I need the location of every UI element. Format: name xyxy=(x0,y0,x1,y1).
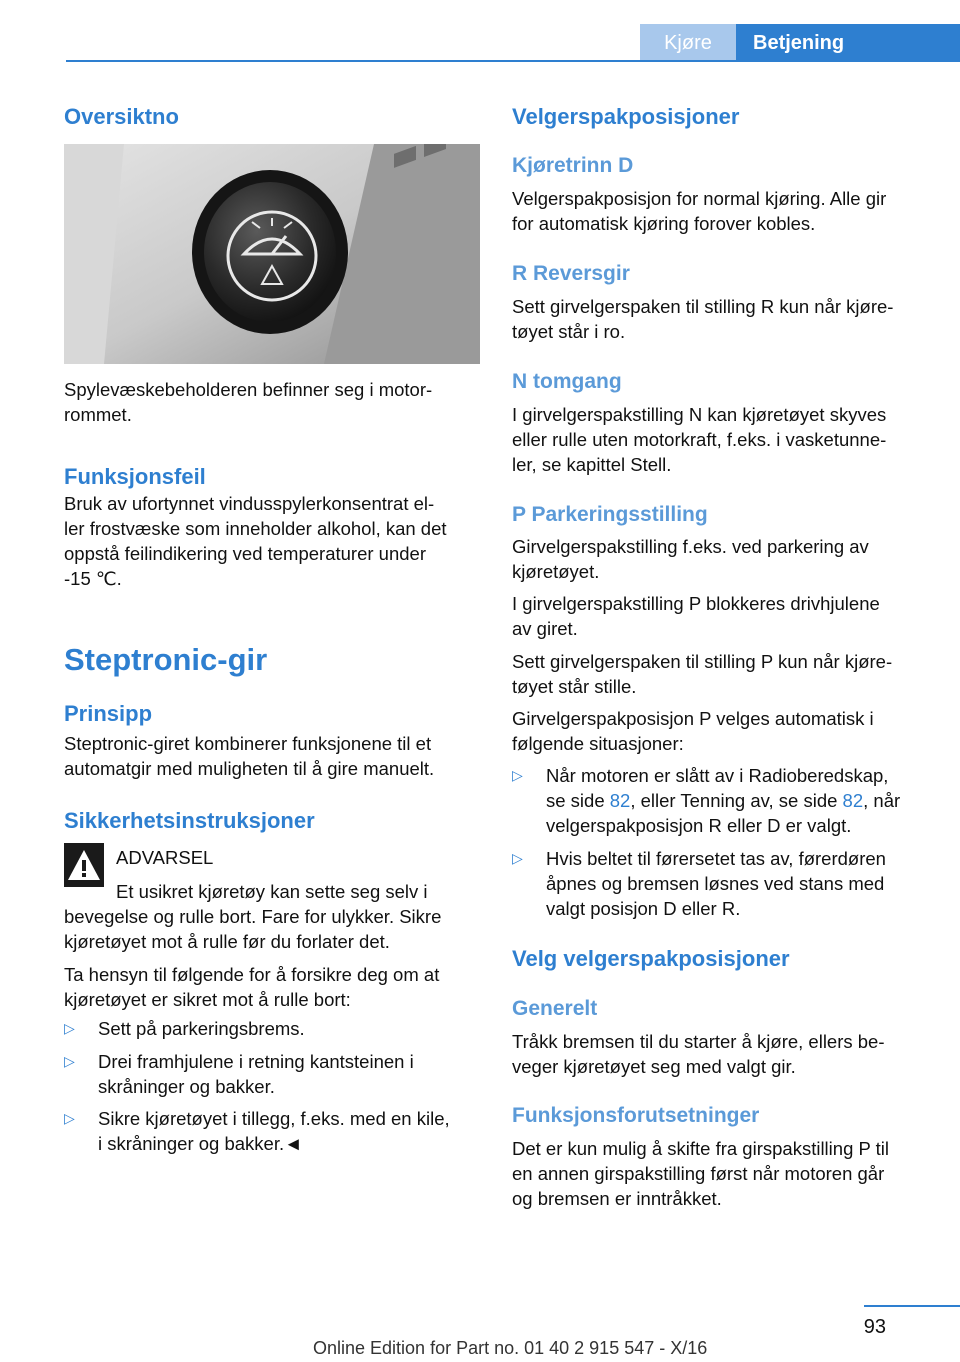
subtitle-forutsetninger: Funksjonsforutsetninger xyxy=(512,1104,760,1127)
bullet-triangle-icon: ▷ xyxy=(64,1020,75,1036)
subtitle-reversgir: R Reversgir xyxy=(512,262,630,285)
bullet-triangle-icon: ▷ xyxy=(512,767,523,783)
page-link-82[interactable]: 82 xyxy=(609,790,631,811)
kjoretrinn-d-text: Velgerspakposisjon for normal kjøring. Alle gir for automatisk kjøring forover kobles. xyxy=(512,188,887,234)
tomgang-text: I girvelgerspakstilling N kan kjøretøyet skyves eller rulle uten motorkraft, f.eks. i vasketunne- ler, se kapittel Stell. xyxy=(512,404,887,475)
tab-betjening[interactable]: Betjening xyxy=(736,24,960,60)
reversgir-text: Sett girvelgerspaken til stilling R kun når kjøre- tøyet står i ro. xyxy=(512,296,894,342)
funksjonsfeil-text: Bruk av ufortynnet vindusspylerkonsentrat el- ler frostvæske som inneholder alkohol, kan det oppstå feilindikering ved temperaturer under -15 ℃. xyxy=(64,493,447,589)
subtitle-tomgang: N tomgang xyxy=(512,370,622,393)
footer-edition: Online Edition for Part no. 01 40 2 915 547 - X/16 xyxy=(313,1338,708,1358)
prinsipp-text: Steptronic-giret kombinerer funksjonene til et automatgir med muligheten til å gire manuelt. xyxy=(64,733,435,779)
chapter-title-steptronic: Steptronic-gir xyxy=(64,642,268,677)
warning-text: Et usikret kjøretøy kan sette seg selv i bevegelse og rulle bort. Fare for ulykker. Sikre kjøretøyet mot å rulle før du forlater det. xyxy=(64,881,442,952)
washer-reservoir-photo xyxy=(64,144,480,364)
header-rule xyxy=(66,60,960,62)
section-title-prinsipp: Prinsipp xyxy=(64,701,153,726)
bullet-triangle-icon: ▷ xyxy=(64,1053,75,1069)
subtitle-kjoretrinn-d: Kjøretrinn D xyxy=(512,154,634,177)
subtitle-parkeringsstilling: P Parkeringsstilling xyxy=(512,503,708,526)
parkering-text-3: Sett girvelgerspaken til stilling P kun når kjøre- tøyet står stille. xyxy=(512,651,893,697)
forutsetninger-text: Det er kun mulig å skifte fra girspakstilling P til en annen girspakstilling først når motoren går og bremsen er inntråkket. xyxy=(512,1138,890,1209)
section-title-velgerspak: Velgerspakposisjoner xyxy=(512,104,740,129)
tab-kjore[interactable]: Kjøre xyxy=(640,24,736,60)
section-title-velg: Velg velgerspakposisjoner xyxy=(512,946,790,971)
generelt-text: Tråkk bremsen til du starter å kjøre, ellers be- veger kjøretøyet seg med valgt gir. xyxy=(512,1031,885,1077)
photo-caption: Spylevæskebeholderen befinner seg i motor- rommet. xyxy=(64,379,433,425)
section-title-oversiktno: Oversiktno xyxy=(64,104,179,129)
parkering-text-2: I girvelgerspakstilling P blokkeres drivhjulene av giret. xyxy=(512,593,880,639)
bullet-triangle-icon: ▷ xyxy=(64,1110,75,1126)
footer-rule xyxy=(864,1305,960,1307)
section-title-funksjonsfeil: Funksjonsfeil xyxy=(64,464,206,489)
parkering-text-1: Girvelgerspakstilling f.eks. ved parkering av kjøretøyet. xyxy=(512,536,869,582)
hensyn-text: Ta hensyn til følgende for å forsikre deg om at kjøretøyet er sikret mot å rulle bort: xyxy=(64,964,440,1010)
page-number: 93 xyxy=(863,1316,886,1338)
subtitle-generelt: Generelt xyxy=(512,997,598,1020)
parkering-text-4: Girvelgerspakposisjon P velges automatisk i følgende situasjoner: xyxy=(512,708,874,754)
page-link-82[interactable]: 82 xyxy=(842,790,864,811)
warning-label: ADVARSEL xyxy=(116,847,214,868)
bullet-triangle-icon: ▷ xyxy=(512,850,523,866)
section-title-sikkerhet: Sikkerhetsinstruksjoner xyxy=(64,808,315,833)
